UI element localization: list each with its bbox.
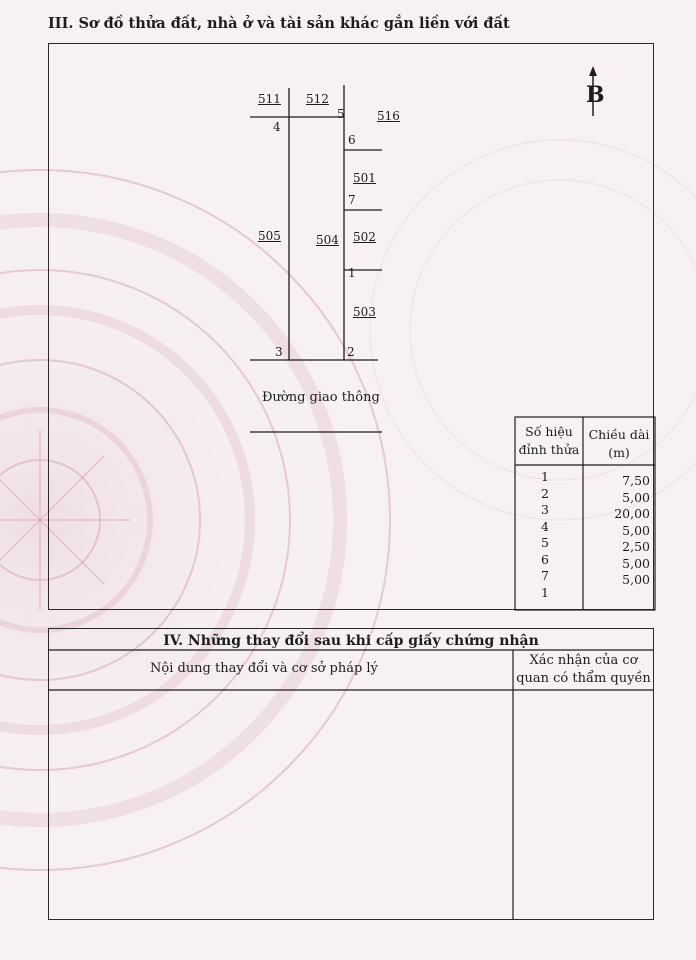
edge-table-length: 20,00 [614, 506, 650, 521]
north-label: B [586, 82, 605, 108]
vertex-label: 1 [348, 266, 356, 280]
edge-table-vertex: 2 [541, 485, 549, 501]
section-3-title: III. Sơ đồ thửa đất, nhà ở và tài sản khác gắn liền với đất [48, 15, 510, 32]
parcel-label: 503 [353, 305, 376, 319]
vertex-label: 3 [275, 345, 283, 359]
edge-table-vertex: 1 [541, 469, 549, 484]
edge-table-vertex: 6 [541, 551, 549, 567]
edge-table-vertex: 1 [541, 584, 549, 600]
edge-table-vertex: 4 [541, 518, 549, 534]
parcel-label: 502 [353, 230, 376, 244]
parcel-label: 505 [258, 229, 281, 243]
vertex-label: 2 [347, 345, 355, 359]
edge-table-vertex: 5 [541, 535, 549, 550]
edge-table-length: 2,50 [622, 539, 650, 554]
section-4-title: IV. Những thay đổi sau khi cấp giấy chứng nhận [163, 633, 539, 649]
edge-table-header-length: Chiều dài (m) [588, 427, 650, 460]
authority-confirm-header: Xác nhận của cơ quan có thẩm quyền [516, 653, 651, 686]
edge-table-vertex: 7 [541, 568, 549, 583]
parcel-label: 516 [377, 109, 400, 123]
edge-table-length: 5,00 [622, 522, 650, 538]
edge-table-length: 7,50 [622, 473, 650, 488]
edge-table-length: 5,00 [622, 489, 650, 505]
vertex-label: 7 [348, 193, 356, 207]
edge-table-header-vertex: Số hiệu đỉnh thửa [518, 424, 580, 457]
changes-content-header: Nội dung thay đổi và cơ sở pháp lý [150, 661, 378, 676]
vertex-label: 6 [348, 133, 356, 147]
parcel-label: 504 [316, 233, 339, 247]
vertex-label: 4 [273, 120, 281, 134]
vertex-label: 5 [337, 107, 345, 121]
parcel-label: 511 [258, 92, 281, 106]
parcel-label: 512 [306, 92, 329, 106]
parcel-label: 501 [353, 171, 376, 185]
edge-table-length: 5,00 [622, 555, 650, 571]
edge-table-length: 5,00 [622, 572, 650, 587]
road-label: Đường giao thông [262, 390, 380, 405]
edge-table-vertex: 3 [541, 502, 549, 517]
